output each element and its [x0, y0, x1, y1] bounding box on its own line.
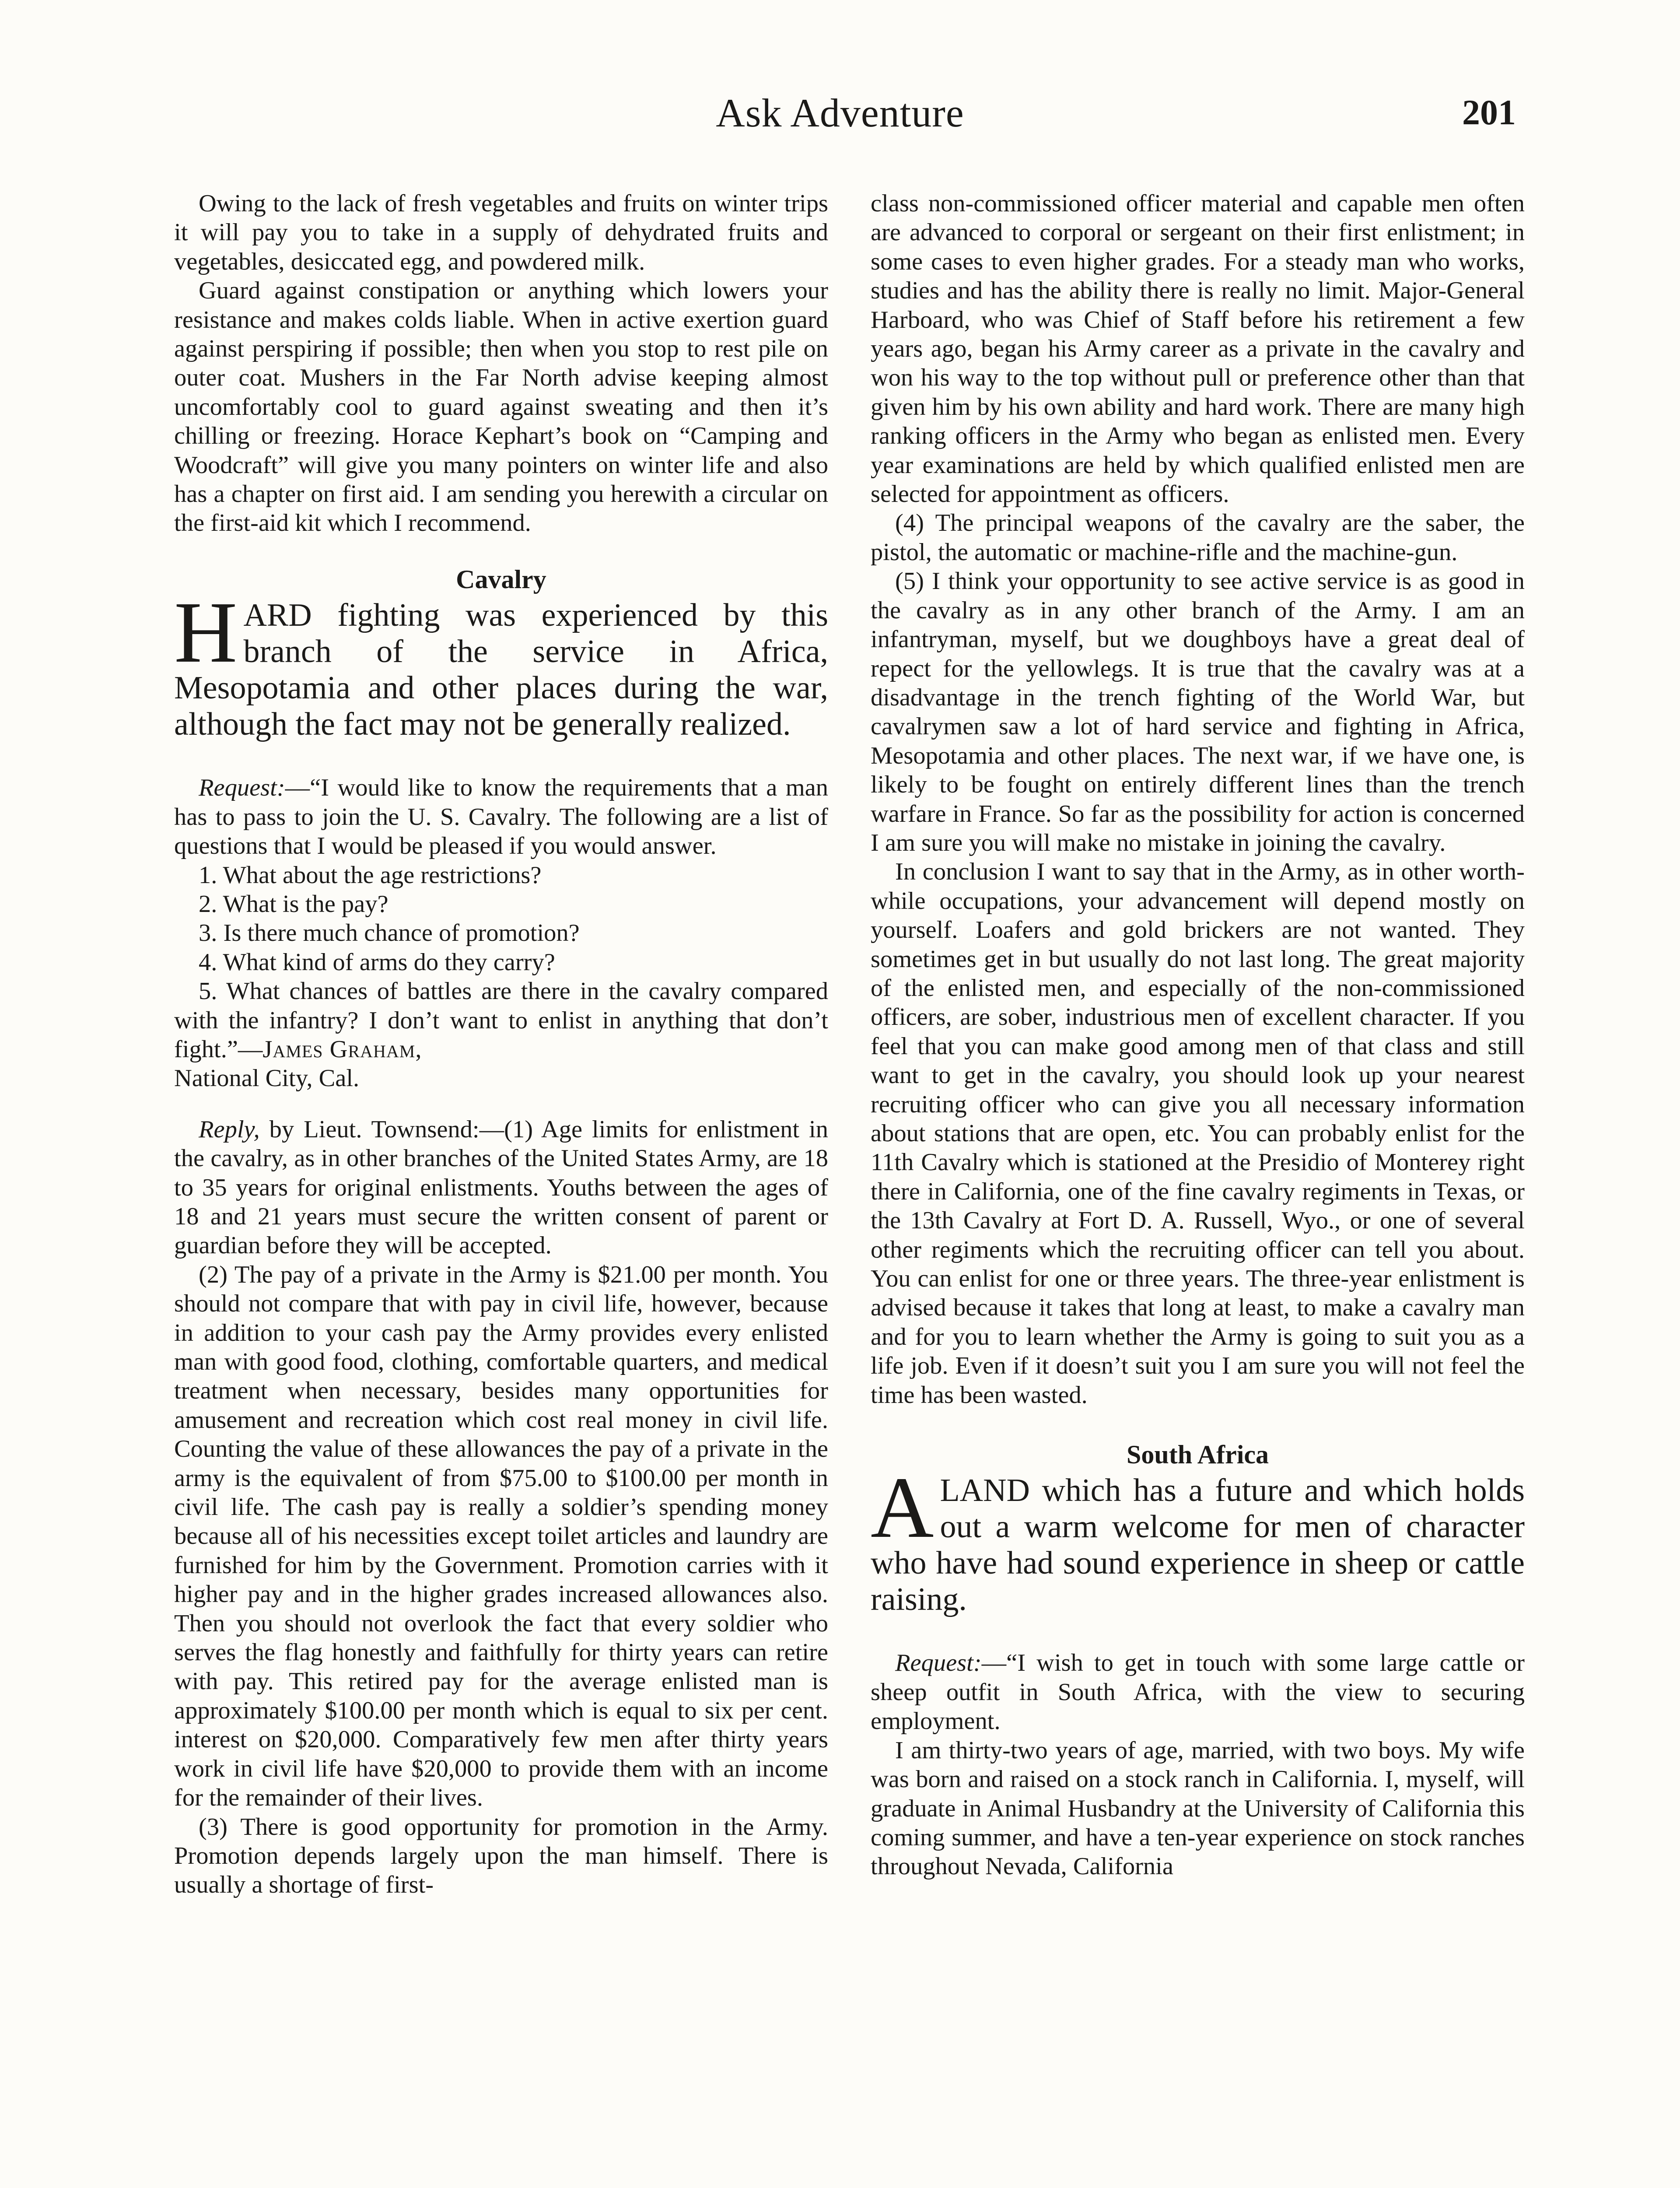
- request-text: —“I would like to know the requirements that a man has to pass to join the U. S. Cavalry. The following are a list of questions that I would be pleased if you would answer.: [174, 774, 828, 860]
- paragraph: (4) The principal weapons of the cavalry are the saber, the pistol, the automatic or machine-rifle and the machine-gun.: [871, 509, 1525, 566]
- paragraph: I am thirty-two years of age, married, with two boys. My wife was born and raised on a stock ranch in California. I, myself, will graduate in Animal Husbandry at the University of California this coming summer, and have a ten-year experience on stock ranches throughout Nevada, California: [871, 1736, 1525, 1880]
- request-label: Request:: [199, 774, 285, 802]
- section-intro-cavalry: [174, 584, 828, 743]
- page-number: 201: [1462, 92, 1516, 132]
- intro-text: LAND which has a future and which holds out a warm welcome for men of character who have had sound experience in sheep or cattle raising.: [871, 1473, 1525, 1618]
- section-heading-south-africa: South Africa: [1126, 1440, 1269, 1469]
- list-item: 3. Is there much chance of promotion?: [199, 919, 580, 947]
- paragraph: (3) There is good opportunity for promotion in the Army. Promotion depends largely upon the man himself. There is usually a shortage of first-: [174, 1813, 828, 1899]
- paragraph: Owing to the lack of fresh vegetables and fruits on winter trips it will pay you to take in a supply of dehydrated fruits and vegetables, desiccated egg, and powdered milk.: [174, 190, 828, 275]
- right-column: [871, 189, 1525, 1881]
- paragraph: Guard against constipation or anything which lowers your resistance and makes colds liable. When in active exertion guard against perspiring if possible; then when you stop to rest pile on outer coat. Mushers in the Far North advise keeping almost uncomfortably cool to guard against sweating and then it’s chilling or freezing. Horace Kephart’s book on “Camping and Woodcraft” will give you many pointers on winter life and also has a chapter on first aid. I am sending you herewith a circular on the first-aid kit which I recommend.: [174, 277, 828, 537]
- paragraph: (5) I think your opportunity to see active service is as good in the cavalry as in any other branch of the Army. I am an infantryman, myself, but we doughboys have a great deal of repect for the yellowlegs. It is true that the cavalry was at a disadvantage in the trench fighting of the World War, but cavalrymen saw a lot of hard service and fighting in Africa, Mesopotamia and other places. The next war, if we have one, is likely to be fought on entirely different lines than the trench warfare in France. So far as the possibility for action is concerned I am sure you will make no mistake in joining the cavalry.: [871, 568, 1525, 856]
- list-item: 4. What kind of arms do they carry?: [199, 948, 555, 976]
- list-item: 1. What about the age restrictions?: [199, 861, 542, 889]
- request-label: Request:: [895, 1649, 982, 1677]
- request-text: —“I wish to get in touch with some large cattle or sheep outfit in South Africa, with the view to securing employment.: [871, 1649, 1525, 1735]
- request-paragraph: [174, 773, 828, 860]
- reply-label: Reply,: [199, 1115, 260, 1143]
- reply-paragraph: [174, 1115, 828, 1260]
- section-intro-south-africa: [871, 1459, 1525, 1618]
- reply-text: by Lieut. Townsend:—(1) Age limits for enlistment in the cavalry, as in other branches of the United States Army, are 18 to 35 years for original enlistments. Youths between the ages of 18 and 21 years must secure the written consent of parent or guardian before they will be accepted.: [174, 1115, 828, 1259]
- request-paragraph: [871, 1648, 1525, 1736]
- list-item: 2. What is the pay?: [199, 890, 388, 918]
- paragraph: class non-commissioned officer material and capable men often are advanced to corporal or sergeant on their first enlistment; in some cases to even higher grades. For a steady man who works, studies and has the ability there is really no limit. Major-General Harboard, who was Chief of Staff before his retirement a few years ago, began his Army career as a private in the cavalry and won his way to the top without pull or preference other than that given him by his own ability and hard work. There are many high ranking officers in the Army who began as enlisted men. Every year examinations are held by which qualified enlisted men are selected for appointment as officers.: [871, 190, 1525, 508]
- drop-cap: H: [174, 584, 238, 681]
- intro-text: ARD fighting was experienced by this branch of the service in Africa, Mesopotamia and other places during the war, although the fact may not be generally realized.: [174, 597, 828, 743]
- question-list: [174, 861, 828, 1064]
- signature-place: National City, Cal.: [174, 1065, 360, 1092]
- drop-cap: A: [871, 1459, 934, 1557]
- running-header-title: Ask Adventure: [716, 91, 964, 135]
- section-heading-cavalry: Cavalry: [456, 565, 546, 594]
- paragraph: In conclusion I want to say that in the Army, as in other worth-while occupations, your advancement will depend mostly on yourself. Loafers and gold brickers are not wanted. They sometimes get in but usually do not last long. The great majority of the enlisted men, and especially of the non-commissioned officers, are sober, industrious men of excellent character. If you feel that you can make good among men of that class and still want to get in the cavalry, you should look up your nearest recruiting officer who can give you all necessary information about stations that are open, etc. You can probably enlist for the 11th Cavalry which is stationed at the Presidio of Monterey right there in California, one of the fine cavalry regiments in Texas, or the 13th Cavalry at Fort D. A. Russell, Wyo., or one of several other regiments which the recruiting officer can tell you about. You can enlist for one or three years. The three-year enlistment is advised because it takes that long at least, to make a cavalry man and for you to learn whether the Army is going to suit you as a life job. Even if it doesn’t suit you I am sure you will not feel the time has been wasted.: [871, 858, 1525, 1409]
- left-column: [174, 189, 828, 1900]
- question-text: 5. What chances of battles are there in the cavalry compared with the infantry? I don’t want to enlist in anything that don’t fight.”—: [174, 978, 828, 1063]
- signature-name: James Graham,: [262, 1035, 422, 1063]
- paragraph: (2) The pay of a private in the Army is $21.00 per month. You should not compare that with pay in civil life, however, because in addition to your cash pay the Army provides every enlisted man with good food, clothing, comfortable quarters, and medical treatment when necessary, besides many opportunities for amusement and recreation which cost real money in civil life. Counting the value of these allowances the pay of a private in the army is the equivalent of from $75.00 to $100.00 per month in civil life. The cash pay is really a soldier’s spending money because all of his necessities except toilet articles and laundry are furnished for him by the Government. Promotion carries with it higher pay and in the higher grades increased allowances also. Then you should not overlook the fact that every soldier who serves the flag honestly and faithfully for thirty years can retire with pay. This retired pay for the average enlisted man is approximately $100.00 per month which is equal to six per cent. interest on $20,000. Comparatively few men after thirty years work in civil life have $20,000 to provide them with an income for the remainder of their lives.: [174, 1261, 828, 1812]
- list-item: [174, 977, 828, 1064]
